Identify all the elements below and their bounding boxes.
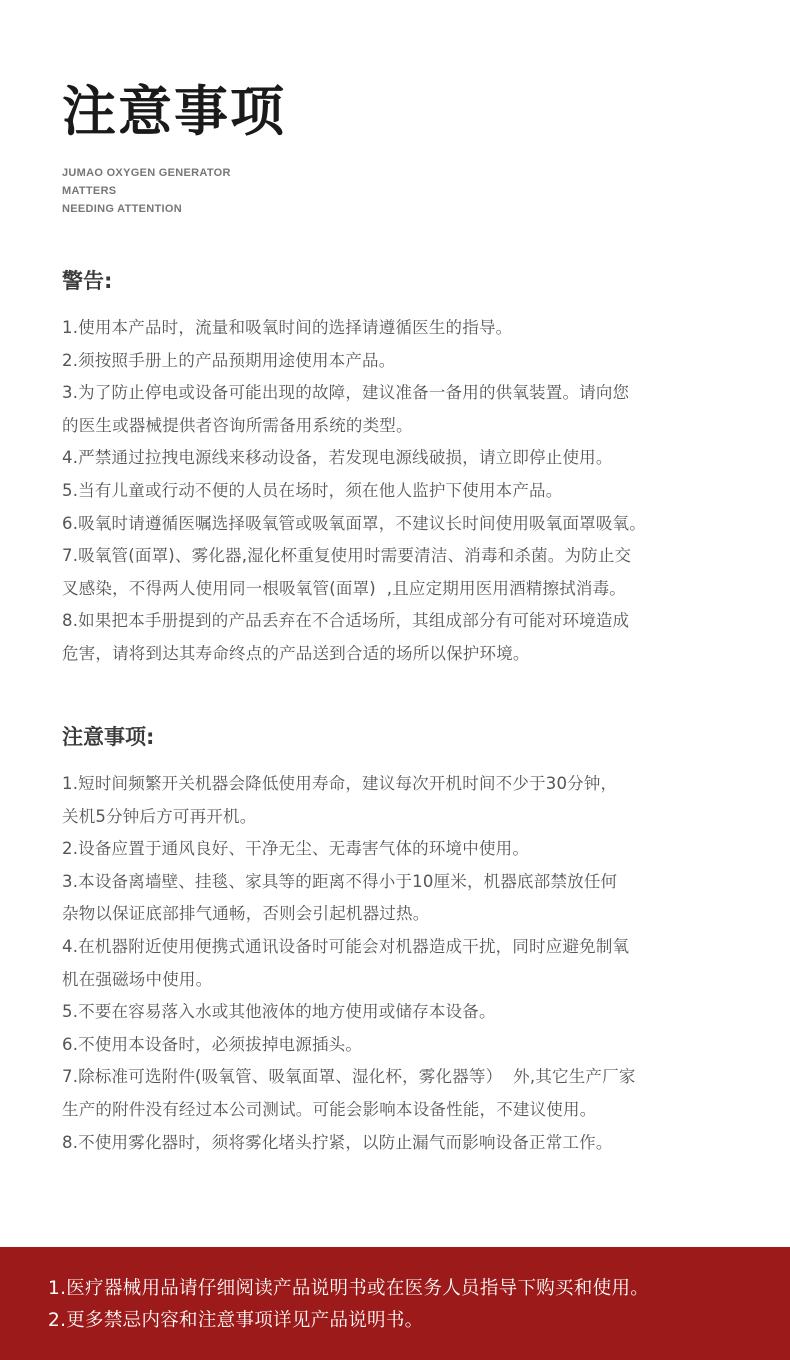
warning-line: 4.严禁通过拉拽电源线来移动设备，若发现电源线破损，请立即停止使用。 bbox=[62, 448, 613, 468]
caution-line: 7.除标准可选附件(吸氧管、吸氧面罩、湿化杯，雾化器等） 外,其它生产厂家 bbox=[62, 1067, 636, 1087]
caution-line: 2.设备应置于通风良好、干净无尘、无毒害气体的环境中使用。 bbox=[62, 839, 530, 859]
warning-line: 8.如果把本手册提到的产品丢弃在不合适场所，其组成部分有可能对环境造成 bbox=[62, 611, 630, 631]
footer-banner bbox=[0, 1247, 790, 1360]
warning-heading: 警告: bbox=[62, 269, 113, 293]
page-title: 注意事项 bbox=[62, 80, 286, 143]
caution-line: 8.不使用雾化器时，须将雾化堵头拧紧，以防止漏气而影响设备正常工作。 bbox=[62, 1132, 613, 1152]
warning-line: 5.当有儿童或行动不便的人员在场时，须在他人监护下使用本产品。 bbox=[62, 480, 563, 500]
warning-line: 3.为了防止停电或设备可能出现的故障，建议准备一备用的供氧装置。请向您 bbox=[62, 383, 630, 403]
warning-line: 2.须按照手册上的产品预期用途使用本产品。 bbox=[62, 350, 396, 370]
footer-line: 1.医疗器械用品请仔细阅读产品说明书或在医务人员指导下购买和使用。 bbox=[48, 1278, 650, 1299]
caution-section bbox=[62, 722, 752, 1159]
subtitle-line: JUMAO OXYGEN GENERATOR bbox=[62, 167, 231, 179]
page-header bbox=[62, 80, 286, 218]
caution-line: 4.在机器附近使用便携式通讯设备时可能会对机器造成干扰，同时应避免制氧 bbox=[62, 936, 630, 956]
caution-list bbox=[62, 768, 752, 1159]
footer-line: 2.更多禁忌内容和注意事项详见产品说明书。 bbox=[48, 1310, 424, 1331]
caution-line: 机在强磁场中使用。 bbox=[62, 969, 213, 989]
caution-line: 5.不要在容易落入水或其他液体的地方使用或储存本设备。 bbox=[62, 1002, 496, 1022]
caution-line: 3.本设备离墙壁、挂毯、家具等的距离不得小于10厘米，机器底部禁放任何 bbox=[62, 871, 618, 891]
caution-line: 杂物以保证底部排气通畅，否则会引起机器过热。 bbox=[62, 904, 430, 924]
subtitle-line: MATTERS bbox=[62, 185, 117, 197]
footer-notes bbox=[48, 1273, 649, 1337]
caution-line: 生产的附件没有经过本公司测试。可能会影响本设备性能，不建议使用。 bbox=[62, 1099, 597, 1119]
caution-line: 1.短时间频繁开关机器会降低使用寿命，建议每次开机时间不少于30分钟， bbox=[62, 774, 618, 793]
warning-line: 7.吸氧管(面罩)、雾化器,湿化杯重复使用时需要清洁、消毒和杀菌。为防止交 bbox=[62, 546, 632, 566]
warning-line: 1.使用本产品时，流量和吸氧时间的选择请遵循医生的指导。 bbox=[62, 318, 513, 337]
warning-list bbox=[62, 312, 752, 671]
warning-line: 6.吸氧时请遵循医嘱选择吸氧管或吸氧面罩，不建议长时间使用吸氧面罩吸氧。 bbox=[62, 513, 646, 533]
warning-line: 危害，请将到达其寿命终点的产品送到合适的场所以保护环境。 bbox=[62, 643, 530, 663]
warning-line: 的医生或器械提供者咨询所需备用系统的类型。 bbox=[62, 415, 413, 435]
caution-line: 关机5分钟后方可再开机。 bbox=[62, 806, 257, 826]
warning-line: 叉感染，不得两人使用同一根吸氧管(面罩) ,且应定期用医用酒精擦拭消毒。 bbox=[62, 578, 627, 598]
subtitle-line: NEEDING ATTENTION bbox=[62, 203, 182, 215]
warning-section bbox=[62, 266, 752, 671]
caution-heading: 注意事项: bbox=[62, 725, 155, 749]
page-subtitle bbox=[62, 164, 286, 218]
caution-line: 6.不使用本设备时，必须拔掉电源插头。 bbox=[62, 1034, 363, 1054]
